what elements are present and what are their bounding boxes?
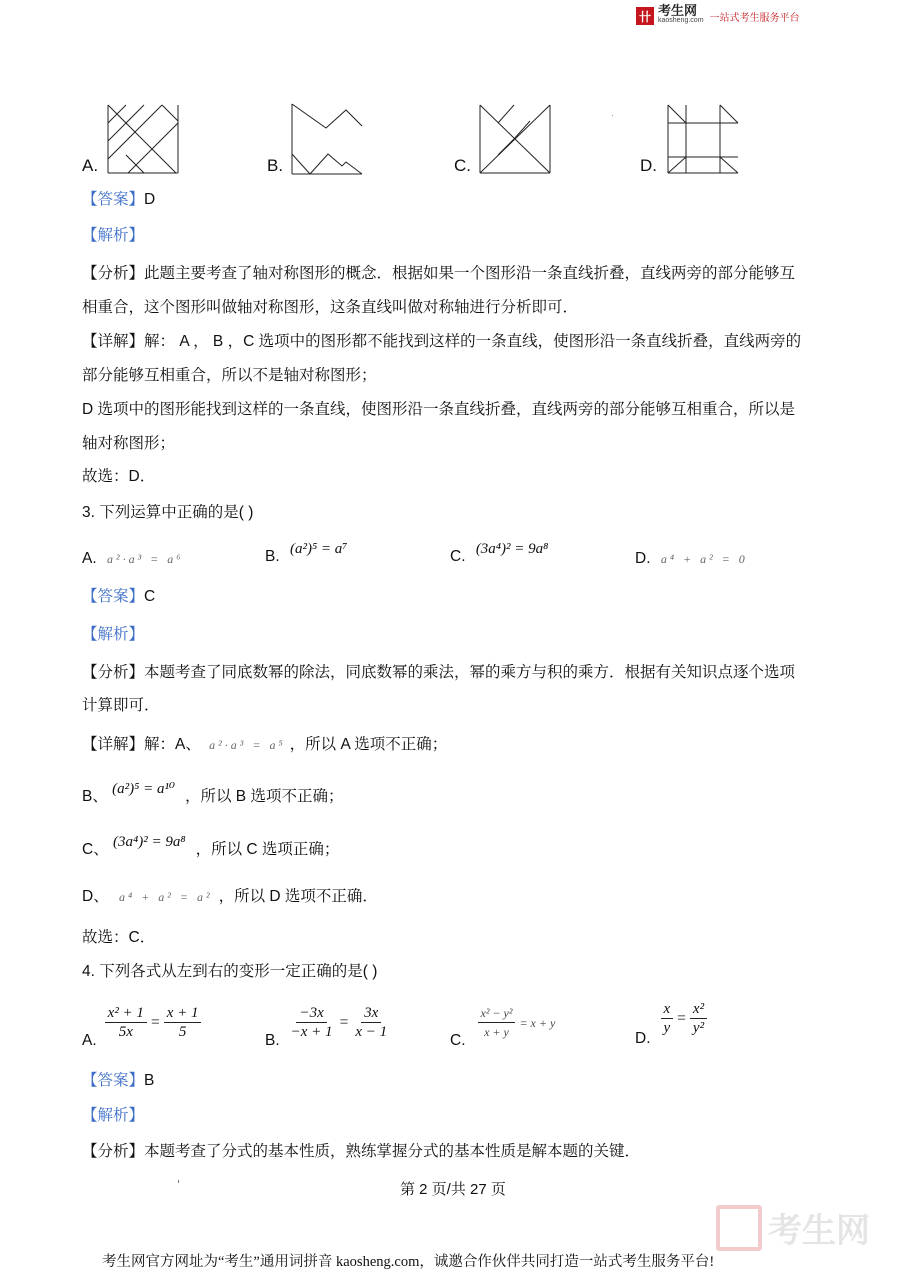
header-logo (636, 3, 800, 26)
q2-analysis-label: 【解析】 (82, 227, 145, 244)
q3-option-b-expr: (a²)⁵ = a⁷ (289, 541, 348, 557)
q4-fenxi (82, 1141, 640, 1163)
q3-detail-a (82, 734, 447, 756)
q2-detail (82, 331, 801, 353)
q2-detail-line2: 部分能够互相重合，所以不是轴对称图形； (82, 367, 377, 384)
figure-a-label: A. (82, 156, 99, 175)
q4-option-a-lhs (105, 1004, 147, 1041)
q3-detail-label: 【详解】 (82, 736, 145, 753)
q2-detail-line3: D 选项中的图形能找到这样的一条直线，使图形沿一条直线折叠，直线两旁的部分能够互相重合，所以是 (82, 401, 796, 418)
q4-d-rden: y² (692, 1020, 705, 1036)
q4-stem: 4. 下列各式从左到右的变形一定正确的是( ) (82, 963, 378, 980)
q4-option-c-lhs (478, 1004, 516, 1041)
q3-fenxi (82, 662, 795, 684)
q4-answer-value: B (144, 1072, 155, 1089)
q3-detail-c-prefix: C、 (82, 841, 109, 858)
q3-answer (82, 586, 155, 608)
q4-option-b-lhs (288, 1004, 336, 1041)
q4-c-lnum: x² − y² (478, 1004, 516, 1023)
q4-d-lnum: x (661, 1000, 674, 1019)
q3-fenxi-line2: 计算即可． (82, 697, 160, 714)
figure-b (290, 102, 364, 176)
q2-detail-label: 【详解】 (82, 333, 145, 350)
q4-a-lden: 5x (118, 1024, 133, 1040)
header-domain: kaosheng.com (658, 17, 704, 24)
watermark (716, 1203, 870, 1252)
q2-fenxi-line1: 此题主要考查了轴对称图形的概念．根据如果一个图形沿一条直线折叠，直线两旁的部分能够互 (144, 265, 796, 282)
logo-mark-icon: 卄 (636, 7, 654, 25)
header-brand: 考生网 (658, 3, 698, 18)
q4-option-d (635, 1000, 707, 1047)
q3-detail-b (82, 781, 344, 808)
q4-fenxi-line1: 本题考查了分式的基本性质，熟练掌握分式的基本性质是解本题的关键． (144, 1143, 641, 1160)
q3-stem: 3. 下列运算中正确的是( ) (82, 504, 254, 521)
q3-detail-d-expr: a⁴ + a² = a² (119, 890, 213, 904)
q4-c-rhs: = x + y (519, 1015, 556, 1030)
q2-answer-label: 【答案】 (82, 191, 145, 208)
q4-option-b (265, 1004, 390, 1049)
q2-answer (82, 189, 155, 211)
q4-b-rden: x − 1 (355, 1024, 388, 1040)
q4-option-b-label: B. (265, 1031, 280, 1049)
q3-fenxi-label: 【分析】 (82, 664, 145, 681)
q2-fenxi-line2: 相重合，这个图形叫做轴对称图形，这条直线叫做对称轴进行分析即可． (82, 299, 579, 316)
q4-option-a (82, 1004, 201, 1049)
q3-option-a-expr: a²·a³ = a⁶ (106, 552, 184, 566)
q3-option-d (635, 548, 748, 570)
watermark-text: 考生网 (768, 1211, 870, 1251)
q2-fenxi-label: 【分析】 (82, 265, 145, 282)
page-number: 第 2 页/共 27 页 (400, 1181, 506, 1198)
q4-a-rnum: x + 1 (164, 1004, 202, 1023)
q4-d-eq: = (677, 1009, 686, 1027)
q4-a-lnum: x² + 1 (105, 1004, 147, 1023)
q3-option-b-label: B. (265, 548, 280, 565)
figure-c-label: C. (454, 156, 471, 175)
q4-b-lnum: −3x (296, 1004, 326, 1023)
q3-detail-c (82, 834, 340, 861)
q4-a-eq: = (150, 1013, 160, 1031)
q4-b-rnum: 3x (361, 1004, 381, 1023)
q3-detail-a-suffix: ，所以 A 选项不正确； (289, 736, 448, 753)
q4-option-d-rhs (690, 1000, 707, 1037)
q4-option-a-rhs (164, 1004, 202, 1041)
figure-b-label: B. (267, 156, 284, 175)
q2-detail-line1: 解： A ， B ，C 选项中的图形都不能找到这样的一条直线，使图形沿一条直线折叠，直线两旁的 (144, 333, 802, 350)
q4-analysis-label: 【解析】 (82, 1107, 145, 1124)
q4-b-eq: = (339, 1013, 349, 1031)
q4-answer (82, 1070, 154, 1092)
q2-conclusion: 故选：D． (82, 468, 156, 485)
q4-d-rnum: x² (690, 1000, 707, 1019)
stray-mark (178, 1180, 179, 1183)
figure-d (666, 103, 740, 175)
q3-detail-b-prefix: B、 (82, 788, 108, 805)
q4-option-c-label: C. (450, 1031, 466, 1049)
q4-option-a-label: A. (82, 1031, 97, 1049)
header-slogan: 一站式考生服务平台 (709, 12, 800, 24)
q3-fenxi-line1: 本题考查了同底数幂的除法，同底数幂的乘法，幂的乘方与积的乘方．根据有关知识点逐个选项 (144, 664, 796, 681)
q3-option-d-expr: a⁴ + a² = 0 (660, 552, 748, 566)
q3-conclusion: 故选：C． (82, 929, 156, 946)
q3-option-d-label: D. (635, 550, 651, 567)
q4-option-d-lhs (661, 1000, 674, 1037)
q3-detail-c-suffix: ，所以 C 选项正确； (195, 841, 340, 858)
watermark-logo-icon (716, 1205, 762, 1251)
q4-a-rden: 5 (178, 1024, 187, 1040)
q4-option-c (450, 1004, 556, 1049)
q3-option-a-label: A. (82, 550, 97, 567)
q4-option-d-label: D. (635, 1029, 651, 1047)
q2-detail-line4: 轴对称图形； (82, 435, 176, 452)
q4-fenxi-label: 【分析】 (82, 1143, 145, 1160)
q4-option-b-rhs (352, 1004, 390, 1041)
q3-option-b (265, 541, 348, 568)
q2-fenxi (82, 263, 795, 285)
q3-option-c (450, 541, 549, 568)
q3-detail-b-suffix: ，所以 B 选项不正确； (185, 788, 344, 805)
q3-detail-a-expr: a²·a³ = a⁵ (209, 738, 286, 752)
figure-d-label: D. (640, 156, 657, 175)
figure-a (106, 103, 180, 175)
q3-option-c-expr: (3a⁴)² = 9a⁸ (475, 541, 549, 557)
q2-answer-value: D (144, 191, 156, 208)
q3-detail-d (82, 886, 378, 908)
figure-c (478, 103, 552, 175)
bottom-line: 考生网官方网址为“考生”通用词拼音 kaosheng.com，诚邀合作伙伴共同打造一站式考生服务平台! (102, 1254, 715, 1270)
q3-option-c-label: C. (450, 548, 466, 565)
q3-option-a (82, 548, 183, 570)
q3-detail-b-expr: (a²)⁵ = a¹⁰ (112, 781, 175, 797)
q3-answer-label: 【答案】 (82, 588, 145, 605)
stray-dot (612, 115, 613, 116)
q4-b-lden: −x + 1 (290, 1024, 333, 1040)
q4-d-lden: y (663, 1020, 671, 1036)
q3-detail-d-suffix: ，所以 D 选项不正确． (218, 888, 378, 905)
q4-c-lden: x + y (484, 1025, 509, 1039)
q4-answer-label: 【答案】 (82, 1072, 145, 1089)
q3-detail-c-expr: (3a⁴)² = 9a⁸ (113, 834, 186, 850)
q3-detail-a-prefix: 解：A、 (144, 736, 201, 753)
q3-detail-d-prefix: D、 (82, 888, 109, 905)
q3-answer-value: C (144, 588, 156, 605)
q3-analysis-label: 【解析】 (82, 626, 145, 643)
